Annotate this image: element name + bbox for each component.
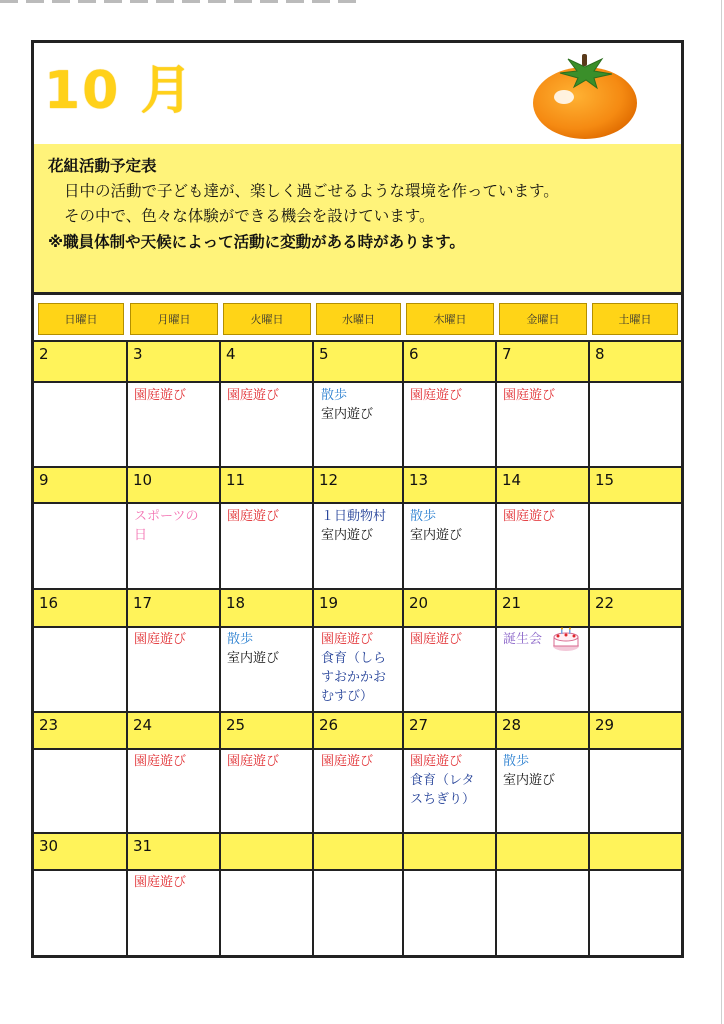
activity-w3-thu: 園庭遊び	[410, 632, 463, 647]
date-number: 14	[502, 471, 522, 489]
date-number: 23	[39, 716, 59, 734]
grid-line	[34, 832, 681, 834]
activity-w2-fri: 園庭遊び	[503, 509, 556, 524]
date-number: 16	[39, 594, 59, 612]
activity-w1-thu: 園庭遊び	[410, 388, 463, 403]
date-number: 13	[409, 471, 429, 489]
activity-w1-mon: 園庭遊び	[134, 388, 187, 403]
activity-w2-wed-zoo: １日動物村	[321, 509, 387, 524]
activity-w3-wed-food-1: 食育（しら	[321, 651, 387, 666]
info-panel	[34, 144, 681, 292]
grid-line	[34, 381, 681, 383]
activity-w3-tue-walk: 散歩	[227, 632, 254, 647]
weekday-mon: 月曜日	[130, 303, 218, 335]
date-number: 10	[133, 471, 153, 489]
grid-line	[34, 626, 681, 628]
date-band-week1	[34, 342, 681, 382]
date-number: 19	[319, 594, 339, 612]
date-band-week5	[34, 834, 681, 869]
grid-line	[34, 711, 681, 713]
activity-w2-mon-2: 日	[134, 528, 148, 543]
info-title: 花組活動予定表	[48, 157, 157, 175]
activity-w3-wed-yard: 園庭遊び	[321, 632, 374, 647]
activity-w3-wed-food-2: すおかかお	[321, 670, 387, 685]
grid-line	[34, 869, 681, 871]
activity-w1-wed-indoor: 室内遊び	[321, 407, 374, 422]
activity-w4-tue: 園庭遊び	[227, 754, 280, 769]
info-text-1: 日中の活動で子ども達が、楽しく過ごせるような環境を作っています。	[64, 182, 559, 200]
info-text-2: その中で、色々な体験ができる機会を設けています。	[64, 207, 435, 225]
grid-line	[588, 340, 590, 955]
grid-line	[34, 340, 681, 342]
activity-w2-thu-indoor: 室内遊び	[410, 528, 463, 543]
grid-line	[34, 588, 681, 590]
date-number: 28	[502, 716, 522, 734]
date-number: 30	[39, 837, 59, 855]
activity-w3-tue-indoor: 室内遊び	[227, 651, 280, 666]
activity-w4-thu-food-1: 食育（レタ	[410, 773, 475, 788]
date-number: 8	[595, 345, 605, 363]
weekday-sun: 日曜日	[38, 303, 124, 335]
date-number: 22	[595, 594, 615, 612]
grid-line	[34, 748, 681, 750]
activity-w4-wed: 園庭遊び	[321, 754, 374, 769]
activity-w2-thu-walk: 散歩	[410, 509, 437, 524]
activity-w3-mon: 園庭遊び	[134, 632, 187, 647]
calendar-sheet	[31, 40, 684, 958]
activity-w2-tue: 園庭遊び	[227, 509, 280, 524]
activity-w2-wed-indoor: 室内遊び	[321, 528, 374, 543]
activity-w3-fri-birthday: 誕生会	[503, 632, 543, 647]
activity-w4-fri-walk: 散歩	[503, 754, 530, 769]
grid-line	[495, 340, 497, 955]
calendar-grid	[34, 295, 681, 955]
activity-w1-wed-walk: 散歩	[321, 388, 348, 403]
date-number: 27	[409, 716, 429, 734]
weekday-sat: 土曜日	[592, 303, 678, 335]
date-number: 21	[502, 594, 522, 612]
date-number: 7	[502, 345, 512, 363]
date-number: 15	[595, 471, 615, 489]
date-number: 24	[133, 716, 153, 734]
date-number: 26	[319, 716, 339, 734]
grid-line	[312, 340, 314, 955]
activity-w1-fri: 園庭遊び	[503, 388, 556, 403]
weekday-fri: 金曜日	[499, 303, 587, 335]
date-number: 17	[133, 594, 153, 612]
date-number: 4	[226, 345, 236, 363]
activity-w4-thu-yard: 園庭遊び	[410, 754, 463, 769]
date-number: 29	[595, 716, 615, 734]
activity-w1-tue: 園庭遊び	[227, 388, 280, 403]
grid-line	[34, 466, 681, 468]
date-number: 2	[39, 345, 49, 363]
grid-line	[126, 340, 128, 955]
activity-w4-fri-indoor: 室内遊び	[503, 773, 556, 788]
grid-line	[402, 340, 404, 955]
month-title: 10 月	[44, 61, 195, 121]
date-number: 11	[226, 471, 246, 489]
header	[34, 43, 681, 144]
date-number: 5	[319, 345, 329, 363]
persimmon-icon	[530, 51, 640, 141]
weekday-thu: 木曜日	[406, 303, 494, 335]
info-note: ※職員体制や天候によって活動に変動がある時があります。	[48, 233, 465, 251]
date-number: 12	[319, 471, 339, 489]
grid-line	[219, 340, 221, 955]
date-number: 3	[133, 345, 143, 363]
birthday-cake-icon	[551, 627, 581, 653]
date-number: 6	[409, 345, 419, 363]
activity-w4-thu-food-2: スちぎり）	[410, 792, 476, 807]
activity-w3-wed-food-3: むすび）	[321, 689, 374, 704]
date-number: 18	[226, 594, 246, 612]
scan-right-edge	[721, 0, 722, 1024]
activity-w5-mon: 園庭遊び	[134, 875, 187, 890]
grid-line	[34, 502, 681, 504]
scan-top-edge	[0, 0, 360, 3]
date-number: 20	[409, 594, 429, 612]
date-number: 25	[226, 716, 246, 734]
date-band-week2	[34, 468, 681, 502]
date-number: 9	[39, 471, 49, 489]
date-band-week4	[34, 713, 681, 748]
activity-w4-mon: 園庭遊び	[134, 754, 187, 769]
date-number: 31	[133, 837, 153, 855]
activity-w2-mon-1: スポーツの	[134, 509, 199, 524]
weekday-wed: 水曜日	[316, 303, 401, 335]
date-band-week3	[34, 590, 681, 626]
weekday-tue: 火曜日	[223, 303, 311, 335]
